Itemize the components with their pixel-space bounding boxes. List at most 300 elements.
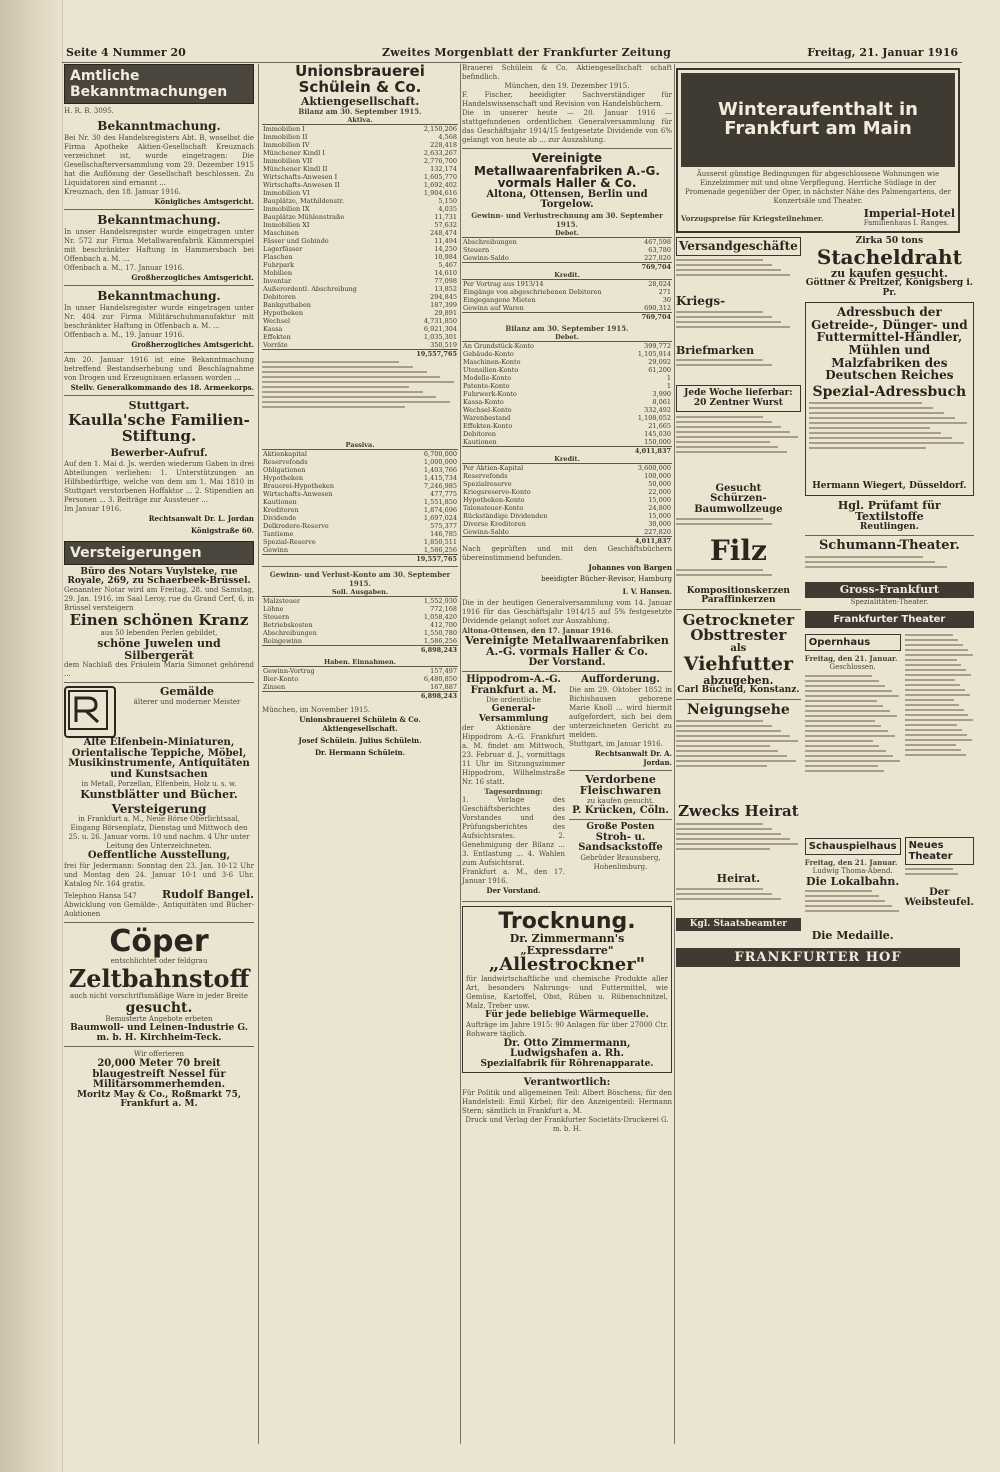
row-label: Außerordentl. Abschreibung xyxy=(263,285,357,294)
wanted-ad: Gesucht xyxy=(715,482,762,494)
pl-table-soll xyxy=(262,588,458,654)
row-label: Abschreibungen xyxy=(463,237,517,246)
row-value: 227,820 xyxy=(644,253,671,262)
audit-text: Brauerei Schülein & Co. Aktiengesellschaft schaft befindlich. xyxy=(462,64,672,81)
table-row xyxy=(462,358,672,366)
misc-ads xyxy=(569,675,672,898)
auctioneer-name: Rudolf Bangel. xyxy=(161,887,254,901)
row-label: Patente-Konto xyxy=(463,381,510,390)
company-name: Baumwoll- und Leinen-Industrie G. m. b. H. Kirchheim-Teck. xyxy=(70,1023,248,1043)
notice-signature: Königliches Amtsgericht. xyxy=(154,197,254,206)
table-row xyxy=(462,512,672,520)
row-label: Hypotheken-Konto xyxy=(463,495,525,504)
meat-ad-title: Verdorbene Fleischwaren xyxy=(579,772,662,798)
playhouse-date: Freitag, den 21. Januar. xyxy=(804,857,898,867)
straw-ad-heading: Große Posten xyxy=(586,822,655,833)
table-row xyxy=(462,254,672,263)
foundation-subtitle: Bewerber-Aufruf. xyxy=(110,447,208,459)
row-label: Abschreibungen xyxy=(263,629,317,638)
table-row xyxy=(462,288,672,296)
table-row xyxy=(262,221,458,229)
row-value: 1,035,301 xyxy=(423,333,457,342)
row-value: 2,633,267 xyxy=(423,149,457,158)
row-label: Aktienkapital xyxy=(263,450,307,459)
row-label: Spezial-Reserve xyxy=(263,538,316,547)
row-value: 6,480,850 xyxy=(423,675,457,684)
table-row xyxy=(462,382,672,390)
row-value: 29,891 xyxy=(434,309,457,318)
column-rule xyxy=(258,64,259,1444)
row-value: 1,058,420 xyxy=(423,613,457,622)
candle-ad-2: Paraffinkerzen xyxy=(701,595,776,606)
board: Der Vorstand. xyxy=(528,656,606,668)
row-label: Bier-Konto xyxy=(263,675,299,684)
row-label: Maschinen xyxy=(263,229,299,238)
debet-total: 4,011,837 xyxy=(600,446,672,455)
notice-place: Offenbach a. M., 19. Januar 1916. xyxy=(64,331,185,339)
table-row xyxy=(262,613,458,621)
opera-date: Freitag, den 21. Januar. xyxy=(804,653,898,663)
row-label: Debitoren xyxy=(463,429,496,438)
row-value: 772,168 xyxy=(430,605,457,614)
row-value: 1,692,402 xyxy=(423,181,457,190)
row-value: 28,024 xyxy=(648,279,671,288)
directory-title: Adressbuch der Getreide-, Dünger- und Futtermittel-Händler, Mühlen und Malzfabriken des Deutschen Reiches xyxy=(811,305,968,383)
table-row xyxy=(462,438,672,447)
hippodrom-title: Hippodrom-A.-G. Frankfurt a. M. xyxy=(466,674,561,696)
table-row xyxy=(462,366,672,374)
table-row xyxy=(262,125,458,134)
hotel-ad-title: Winteraufenthalt in Frankfurt am Main xyxy=(681,73,955,167)
row-label: Wechsel xyxy=(263,317,291,326)
row-label: Gewinn auf Waren xyxy=(463,303,524,312)
pl-title: Gewinn- und Verlustrechnung am 30. September 1915. xyxy=(471,210,663,229)
candle-ad: Kompositionskerzen xyxy=(686,585,790,596)
hotel-name: Imperial-Hotel xyxy=(863,206,955,220)
wire-ad-sub: zu kaufen gesucht. xyxy=(830,266,948,280)
row-label: Gewinn-Vortrag xyxy=(263,667,315,676)
new-theatre-play: Der Weibsteufel. xyxy=(904,886,974,909)
drying-heat: Für jede beliebige Wärmequelle. xyxy=(485,1010,649,1021)
paintings-heading: Gemälde xyxy=(159,685,215,699)
row-label: Reservefonds xyxy=(463,471,508,480)
fabric-sub: entschlichtet oder feldgrau xyxy=(110,957,208,966)
row-label: Modelle-Konto xyxy=(463,373,512,382)
auditor-sig: I. V. Hansen. xyxy=(622,586,672,596)
wire-ad-company: Göttner & Preltzer, Königsberg i. Pr. xyxy=(805,278,973,298)
row-value: 1,697,024 xyxy=(423,514,457,523)
drying-product: Dr. Zimmermann's „Expressdarre" xyxy=(509,932,625,957)
row-value: 1,874,696 xyxy=(423,506,457,515)
frankfurter-hof-banner: FRANKFURTER HOF xyxy=(676,948,960,968)
table-row xyxy=(462,463,672,472)
row-value: 332,492 xyxy=(644,405,671,414)
auction-heading: Versteigerung xyxy=(111,801,207,816)
hippodrom-signature: Der Vorstand. xyxy=(486,886,541,896)
row-value: 1,605,770 xyxy=(423,173,457,182)
passiva-total: 19,557,765 xyxy=(386,555,458,564)
table-row xyxy=(462,480,672,488)
table-row xyxy=(462,414,672,422)
row-value: 5,467 xyxy=(438,261,457,270)
small-ads-column xyxy=(676,237,801,941)
new-theatre: Neues Theater xyxy=(905,837,974,865)
table-row xyxy=(262,621,458,629)
row-label: Mobilien xyxy=(263,269,292,278)
auction-text: dem Nachlaß des Fräulein Maria Simonet gehörend ... xyxy=(64,661,254,679)
pl-title: Gewinn- und Verlust-Konto am 30. September 1915. xyxy=(269,570,451,589)
stamps-ad: Briefmarken xyxy=(676,343,755,357)
table-row xyxy=(262,597,458,606)
header-date: Freitag, 21. Januar 1916 xyxy=(807,46,958,59)
aktiva-heading: Aktiva. xyxy=(262,116,458,125)
row-label: Gewinn-Saldo xyxy=(463,253,509,262)
row-value: 145,030 xyxy=(644,429,671,438)
opera-house: Opernhaus xyxy=(805,634,901,651)
row-value: 6,921,304 xyxy=(423,325,457,334)
row-value: 57,632 xyxy=(434,221,457,230)
table-row xyxy=(462,528,672,537)
table-row xyxy=(262,285,458,293)
row-label: Immobilien XI xyxy=(263,221,310,230)
row-value: 1,850,511 xyxy=(423,538,457,547)
table-row xyxy=(462,430,672,438)
row-label: Immobilien IX xyxy=(263,205,310,214)
row-label: Kautionen xyxy=(463,437,497,446)
directory-sub: Spezial-Adressbuch xyxy=(812,383,967,400)
company-title: Unionsbrauerei Schülein & Co. xyxy=(295,62,425,96)
row-label: Steuern xyxy=(263,613,290,622)
row-value: 167,887 xyxy=(430,683,457,692)
notice-title: Bekanntmachung. xyxy=(97,119,221,133)
pl-table-debet xyxy=(462,229,672,271)
row-value: 50,000 xyxy=(648,479,671,488)
offer-item: 20,000 Meter 70 breit blaugestreift Nessel für Militärsommerhemden. xyxy=(92,1058,226,1091)
paintings-text: älterer und moderner Meister xyxy=(133,697,241,706)
hippodrom-assembly: General-Versammlung xyxy=(478,704,549,724)
auction-item-sub: aus 50 lebenden Perlen gebildet, xyxy=(100,629,218,638)
row-label: Kreditoren xyxy=(263,506,299,515)
hippodrom-place: Frankfurt a. M., den 17. Januar 1916. xyxy=(462,868,565,886)
row-value: 4,568 xyxy=(438,133,457,142)
drying-title: Trocknung. xyxy=(498,909,636,935)
row-value: 399,772 xyxy=(644,341,671,350)
hotel-sub: Familienhaus I. Ranges. xyxy=(863,219,950,228)
wire-ad-top: Zirka 50 tons xyxy=(855,236,924,247)
row-label: Kassa xyxy=(263,325,283,334)
row-value: 3,600,000 xyxy=(637,463,671,472)
table-row xyxy=(262,458,458,466)
row-value: 150,000 xyxy=(644,437,671,446)
playhouse-play-2: Die Medaille. xyxy=(811,929,894,943)
row-value: 350,519 xyxy=(430,341,457,350)
playhouse-event: Ludwig Thoma-Abend. xyxy=(812,866,893,875)
tent-fabric-sub: auch nicht vorschriftsmäßige Ware in jeder Breite xyxy=(69,991,249,1000)
row-value: 100,000 xyxy=(644,471,671,480)
row-value: 61,200 xyxy=(648,365,671,374)
ausgaben-heading: Ausgaben. xyxy=(350,588,389,597)
table-row xyxy=(262,165,458,173)
table-row xyxy=(262,538,458,546)
hippodrom-text: der Aktionäre der Hippodrom A.-G. Frankfurt a. M. findet am Mittwoch, 23. Februar d. J., vormittags 11 Uhr im Sitzungszimmer Hippodrom, Wilhelmstraße Nr. 16 statt. xyxy=(462,724,565,787)
row-value: 1,415,734 xyxy=(423,474,457,483)
auditor-title: beeidigter Bücher-Revisor, Hamburg xyxy=(541,574,672,583)
section-banner-versteigerungen: Versteigerungen xyxy=(64,541,254,565)
row-label: Hypotheken xyxy=(263,309,304,318)
auction-details: in Frankfurt a. M., Neue Börse Oberlichtsaal, Eingang Börsenplatz, Dienstag und Mittwoch den 25. u. 26. Januar vorm. 10 und nachm. 4 Uhr unter Leitung des Unterzeichneten. xyxy=(68,815,250,851)
agenda-heading: Tagesordnung: xyxy=(484,787,543,797)
notary-text: Genannter Notar wird am Freitag, 28. und Samstag, 29. Jan. 1916, im Saal Leroy, rue du Grand Cerf, 6, in Brüssel versteigern xyxy=(64,586,254,613)
row-value: 63,780 xyxy=(648,245,671,254)
page-binding xyxy=(0,0,63,1472)
table-row xyxy=(262,157,458,165)
row-label: Löhne xyxy=(263,605,284,614)
row-label: Immobilien VII xyxy=(263,157,313,166)
row-label: Münchener Kindl I xyxy=(263,149,325,158)
row-value: 3,990 xyxy=(652,389,671,398)
row-value: 1,551,850 xyxy=(423,498,457,507)
row-value: 22,000 xyxy=(648,487,671,496)
table-row xyxy=(262,205,458,213)
table-row xyxy=(262,133,458,141)
textile-office: Hgl. Prüfamt für Textilstoffe xyxy=(837,498,941,524)
row-label: Münchener Kindl II xyxy=(263,165,328,174)
row-label: Tantieme xyxy=(263,530,294,539)
pomace-as: als xyxy=(730,643,747,655)
row-label: Wirtschafts-Anwesen I xyxy=(263,173,338,182)
pl-table-kredit xyxy=(462,271,672,321)
table-row xyxy=(462,406,672,414)
row-label: Zinsen xyxy=(263,683,286,692)
row-label: Effekten-Konto xyxy=(463,421,513,430)
row-value: 1,105,914 xyxy=(637,349,671,358)
table-row xyxy=(462,246,672,254)
table-row xyxy=(262,450,458,459)
row-value: 15,000 xyxy=(648,511,671,520)
table-row xyxy=(462,520,672,528)
section-banner-amtlich: Amtliche Bekanntmachungen xyxy=(64,64,254,104)
row-label: Fuhrwerk-Konto xyxy=(463,389,517,398)
row-value: 1,000,000 xyxy=(423,458,457,467)
table-row xyxy=(462,398,672,406)
table-row xyxy=(462,488,672,496)
debet-heading: Debet. xyxy=(462,229,672,238)
balance-table-debet xyxy=(462,333,672,455)
row-label: Obligationen xyxy=(263,466,306,475)
hippodrom-ad xyxy=(462,675,565,898)
table-row xyxy=(262,229,458,237)
header-page-number: Seite 4 Nummer 20 xyxy=(66,46,186,59)
row-value: 11,731 xyxy=(434,213,457,222)
page-header xyxy=(62,44,962,63)
row-value: 1 xyxy=(666,373,671,382)
company-place: München, im November 1915. xyxy=(262,706,371,715)
table-row xyxy=(462,350,672,358)
row-label: Warenbestand xyxy=(463,413,511,422)
column-rule xyxy=(460,64,461,1444)
meat-ad-company: P. Krücken, Cöln. xyxy=(572,804,669,816)
haben-total: 6,898,243 xyxy=(377,692,459,701)
soll-heading: Soll. xyxy=(331,588,349,597)
marriage-ad-2: Zwecks Heirat xyxy=(678,802,799,821)
row-value: 1,586,256 xyxy=(423,637,457,646)
row-label: Eingänge von abgeschriebenen Debitoren xyxy=(463,287,602,296)
kredit-total: 4,011,837 xyxy=(608,536,672,545)
row-value: 1,108,052 xyxy=(637,413,671,422)
hotel-ad-text: Äusserst günstige Bedingungen für abgeschlossene Wohnungen wie Einzelzimmer mit und ohne Verpflegung. Herrliche Südlage in der Promenade gegenüber der Oper, in nächster Nähe des Palmengartens, der Konzertsäle und Theater. xyxy=(684,169,951,205)
fabric-brand: Cöper xyxy=(109,923,209,959)
mailorder-title: Versandgeschäfte xyxy=(676,237,801,256)
offers-wanted: Bemusterte Angebote erbeten xyxy=(105,1015,213,1024)
playhouse-play: Die Lokalbahn. xyxy=(806,874,900,888)
exhibition-heading: Oeffentliche Ausstellung, xyxy=(87,850,231,862)
row-value: 4,035 xyxy=(438,205,457,214)
exhibition-text: frei für Jedermann: Sonntag den 23. Jan. 10-12 Uhr und Montag den 24. Januar 10-1 und 3-6 Uhr. Katalog Nr. 164 gratis. xyxy=(64,861,254,888)
dividend-text: Die in der heutigen Generalversammlung vom 14. Januar 1916 für das Geschäftsjahr 1914/15 auf 5% festgesetzte Dividende gelangt sofort zur Auszahlung. xyxy=(462,598,672,625)
table-row xyxy=(262,466,458,474)
table-row xyxy=(262,506,458,514)
table-row xyxy=(262,667,458,676)
table-row xyxy=(262,498,458,506)
row-value: 24,800 xyxy=(648,503,671,512)
audit-signature: F. Fischer, beeidigter Sachverständiger für Handelswissenschaft und Revision von Handelsbüchern. xyxy=(462,91,672,108)
table-row xyxy=(462,472,672,480)
drying-factory: Spezialfabrik für Röhrenapparate. xyxy=(480,1058,654,1069)
row-label: Bauplätze Mühlenstraße xyxy=(263,213,345,222)
table-row xyxy=(262,189,458,197)
table-row xyxy=(262,309,458,317)
meat-ad-sub: zu kaufen gesucht. xyxy=(586,796,654,805)
tent-fabric: Zeltbahnstoff xyxy=(68,964,250,994)
row-label: Fuhrpark xyxy=(263,261,295,270)
straw-ad-title: Stroh- u. Sandsackstoffe xyxy=(578,831,663,854)
table-row xyxy=(262,530,458,538)
row-label: Immobilien II xyxy=(263,133,308,142)
table-row xyxy=(262,181,458,189)
row-value: 13,852 xyxy=(434,285,457,294)
row-label: Brauerei-Hypotheken xyxy=(263,482,335,491)
notice-text: In unser Handelsregister wurde eingetragen unter Nr. 404 zur Firma Militärschuhmanufaktur mit beschränkter Haftung in Offenbach a. M. ... xyxy=(64,304,254,330)
notice-place: Offenbach a. M., 17. Januar 1916. xyxy=(64,264,185,272)
notary-office: Büro des Notars Vuylsteke, rue Royale, 269, zu Schaerbeek-Brüssel. xyxy=(67,566,251,586)
balance-title: Bilanz am 30. September 1915. xyxy=(505,323,629,333)
table-row xyxy=(462,496,672,504)
table-row xyxy=(262,683,458,692)
auction-item-heading: Einen schönen Kranz xyxy=(69,611,249,630)
table-row xyxy=(262,546,458,555)
table-row xyxy=(262,253,458,261)
row-value: 1,403,766 xyxy=(423,466,457,475)
kredit-total: 769,704 xyxy=(634,312,672,321)
hotel-ad xyxy=(676,68,960,233)
row-label: Utensilien-Konto xyxy=(463,365,519,374)
row-value: 228,418 xyxy=(430,141,457,150)
table-row xyxy=(262,245,458,253)
pl-table-haben xyxy=(262,658,458,700)
row-value: 467,598 xyxy=(644,237,671,246)
table-row xyxy=(462,390,672,398)
row-value: 77,098 xyxy=(434,277,457,286)
row-label: Kassa-Konto xyxy=(463,397,504,406)
table-row xyxy=(262,341,458,350)
row-label: Wirtschafts-Anwesen II xyxy=(263,181,340,190)
balance-table-kredit xyxy=(462,455,672,545)
row-label: Malzsteuer xyxy=(263,597,300,606)
audit-place: München, den 19. Dezember 1915. xyxy=(504,82,630,90)
summons-text: Die am 29. Oktober 1852 in Bichishausen geborene Marie Knoll ... wird hiermit aufgefordert, sich bei dem unterzeichneten Gericht zu melden. xyxy=(569,685,672,739)
row-value: 477,775 xyxy=(430,490,457,499)
row-value: 2,150,206 xyxy=(423,125,457,134)
straw-ad-company: Gebrüder Braunsberg, Hohenlimburg. xyxy=(580,853,661,871)
row-label: Hypotheken xyxy=(263,474,304,483)
marriage-ad-3: Heirat. xyxy=(716,872,761,886)
table-row xyxy=(262,333,458,341)
imprint-publisher: Druck und Verlag der Frankfurter Societäts-Druckerei G. m. b. H. xyxy=(465,1116,669,1134)
table-row xyxy=(262,293,458,301)
row-value: 248,474 xyxy=(430,229,457,238)
row-label: Dividende xyxy=(263,514,297,523)
summons-title: Aufforderung. xyxy=(581,674,660,686)
apron-ad: Schürzen-Baumwollzeuge xyxy=(694,493,783,515)
row-label: Per Aktien-Kapital xyxy=(463,463,524,472)
frankfurt-theatre-banner: Frankfurter Theater xyxy=(805,611,974,628)
company-places: Altona, Ottensen, Berlin und Torgelow. xyxy=(486,188,648,211)
table-row xyxy=(262,490,458,498)
kredit-heading: Kredit. xyxy=(462,455,672,464)
row-label: Maschinen-Konto xyxy=(463,357,521,366)
row-label: Kriegsreserve-Konto xyxy=(463,487,531,496)
drying-text: für landwirtschaftliche und chemische Produkte aller Art, besonders Nahrungs- und Futtermittel, wie Gemüse, Kartoffel, Obst, Rüben u. Rübenschnitzel, Malz, Treber usw. xyxy=(466,975,668,1011)
row-label: Spezialreserve xyxy=(463,479,512,488)
notice-signature: Stellv. Generalkommando des 18. Armeekorps. xyxy=(70,383,254,392)
row-value: 271 xyxy=(658,287,671,296)
table-row xyxy=(262,213,458,221)
row-label: An Grundstück-Konto xyxy=(463,341,534,350)
company-signature-names: Josef Schülein. Julius Schülein. xyxy=(298,736,422,746)
row-label: Debitoren xyxy=(263,293,296,302)
dividend-place: Altona-Ottensen, den 17. Januar 1916. xyxy=(462,625,614,635)
textile-office-place: Reutlingen. xyxy=(859,521,919,532)
aktiva-total: 19,557,765 xyxy=(398,350,458,359)
notice-place: Kreuznach, den 18. Januar 1916. xyxy=(64,188,181,196)
row-label: Betriebskosten xyxy=(263,621,313,630)
passiva-heading: Passiva. xyxy=(262,441,458,450)
felt-ad: Filz xyxy=(709,534,767,568)
theatre-schumann: Schumann-Theater. xyxy=(818,538,960,554)
offer-company: Moritz May & Co., Roßmarkt 75, Frankfurt a. M. xyxy=(77,1089,241,1110)
table-row xyxy=(262,605,458,613)
marriage-ad: Neigungsehe xyxy=(686,701,790,718)
row-label: Bauplätze, Mathildenstr. xyxy=(263,197,345,206)
notice-text: In unser Handelsregister wurde eingetragen unter Nr. 572 zur Firma Metallwarenfabrik Kämmerspiel mit beschränkter Haftung in Hammersbach bei Offenbach a. M. ... xyxy=(64,228,254,263)
auditor: Johannes von Bargen xyxy=(588,562,672,572)
row-value: 294,845 xyxy=(430,293,457,302)
art-prints: Kunstblätter und Bücher. xyxy=(80,788,238,802)
row-label: Inventar xyxy=(263,277,292,286)
balance-table-passiva xyxy=(262,441,458,563)
marriage-ad-4: Kgl. Staatsbeamter xyxy=(676,918,801,931)
notice-text: Am 20. Januar 1916 ist eine Bekanntmachung betreffend Bestandserhebung und Beschlagnahme von Drogen und Erzeugnissen erlassen worden ... xyxy=(64,356,254,382)
soll-total: 6,898,243 xyxy=(378,646,458,655)
company-signature-names: Dr. Hermann Schülein. xyxy=(314,748,406,758)
company-title: Vereinigte Metallwaarenfabriken A.-G. vormals Haller & Co. xyxy=(474,151,660,191)
row-label: Immobilien I xyxy=(263,125,305,134)
row-value: 227,820 xyxy=(644,527,671,536)
row-value: 412,700 xyxy=(430,621,457,630)
table-row xyxy=(262,514,458,522)
aktiva-detail-filler xyxy=(262,361,458,441)
dividend-notice: Die in unserer heute — 20. Januar 1916 — stattgefundenen ordentlichen Generalversammlung für das Geschäftsjahr 1914/15 festgesetzte Dividende von 6% gelangt von heute ab ... zur Auszahlung. xyxy=(462,109,672,144)
